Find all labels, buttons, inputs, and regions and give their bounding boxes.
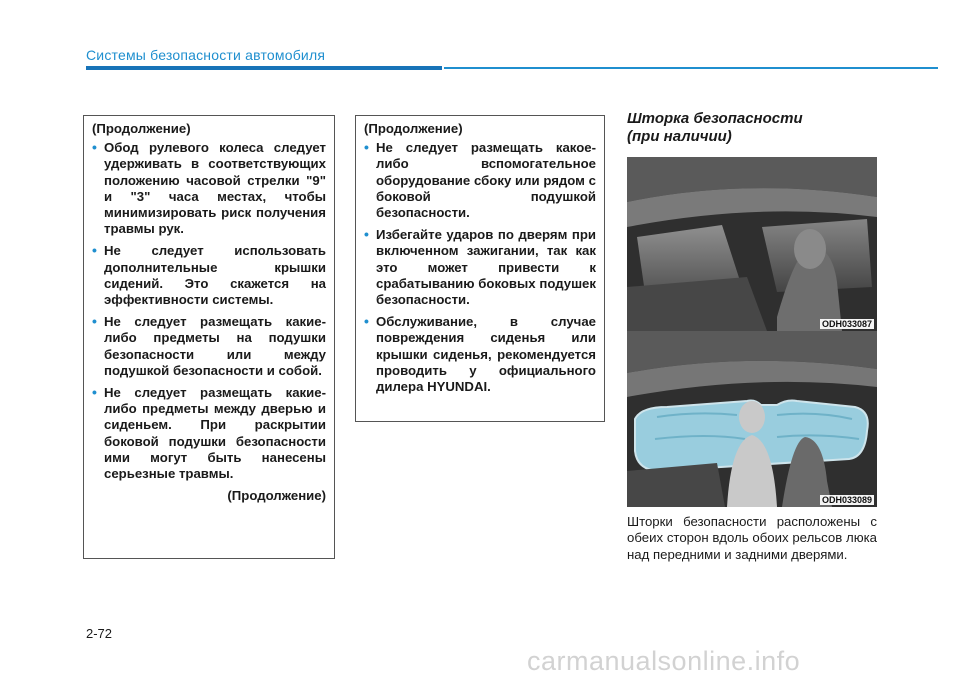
- section-title-line1: Шторка безопасности: [627, 110, 803, 127]
- list-item: [364, 227, 596, 308]
- list-item-text: Избегайте ударов по дверям при включенном зажигании, так как это может привести к срабатыванию боковых подушек безопасности.: [376, 227, 596, 308]
- section-title-line2: (при наличии): [627, 128, 732, 145]
- page-number: 2-72: [86, 626, 113, 641]
- list-item-text: Не следует использовать дополнительные крышки сидений. Это скажется на эффективности системы.: [104, 243, 326, 308]
- list-item: [364, 314, 596, 395]
- figure-curtain-airbag: [627, 331, 877, 507]
- list-item-text: Не следует размещать какое-либо вспомогательное оборудование сбоку или рядом с боковой подушкой безопасности.: [376, 140, 596, 221]
- warning-box-right: [355, 115, 605, 422]
- bullet-icon: •: [92, 139, 97, 156]
- header-title: Системы безопасности автомобиля: [86, 47, 326, 63]
- list-item-text: Обслуживание, в случае повреждения сиденья или крышки сиденья, рекомендуется проводить у официального дилера HYUNDAI.: [376, 314, 596, 395]
- bullet-icon: •: [92, 384, 97, 401]
- bullet-icon: •: [92, 313, 97, 330]
- list-item: [92, 314, 326, 379]
- bullet-icon: •: [364, 226, 369, 243]
- warning-list-right: [364, 140, 596, 395]
- warning-list-left: [92, 140, 326, 482]
- figure-car-interior: [627, 157, 877, 331]
- watermark: carmanualsonline.info: [527, 646, 801, 676]
- continued-label-top: (Продолжение): [92, 121, 191, 136]
- bullet-icon: •: [92, 242, 97, 259]
- continued-label-bottom: (Продолжение): [227, 488, 326, 504]
- warning-box-left: [83, 115, 335, 559]
- list-item: [364, 140, 596, 221]
- continued-label-top: (Продолжение): [364, 121, 463, 136]
- bullet-icon: •: [364, 139, 369, 156]
- curtain-airbag-illustration: [627, 331, 877, 507]
- figure-code: ODH033089: [821, 495, 872, 505]
- header-bar-light: [444, 67, 938, 69]
- figure-code: ODH033087: [821, 319, 872, 329]
- description-text: Шторки безопасности расположены с обеих сторон вдоль обоих рельсов люка над передними и задними дверями.: [627, 514, 877, 562]
- car-interior-illustration: [627, 157, 877, 331]
- header-bar-dark: [86, 66, 442, 70]
- list-item: [92, 140, 326, 237]
- section-title: [627, 110, 887, 146]
- list-item-text: Не следует размещать какие-либо предметы на подушки безопасности или между подушкой безопасности и собой.: [104, 314, 326, 378]
- list-item: [92, 385, 326, 482]
- list-item-text: Не следует размещать какие-либо предметы между дверью и сиденьем. При раскрытии боковой подушки безопасности ими могут быть нанесены серьезные травмы.: [104, 385, 326, 482]
- list-item: [92, 243, 326, 308]
- list-item-text: Обод рулевого колеса следует удерживать в соответствующих положению часовой стрелки "9" и "3" часа местах, чтобы минимизировать риск получения травмы рук.: [104, 140, 326, 237]
- bullet-icon: •: [364, 313, 369, 330]
